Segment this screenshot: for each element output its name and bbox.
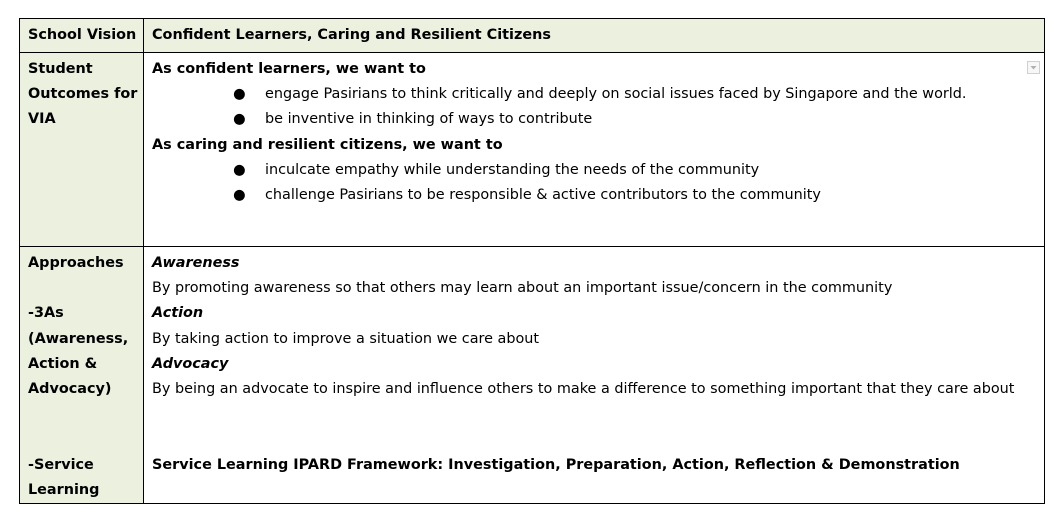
school-vision-label: School Vision — [28, 27, 137, 43]
content-cell-approaches — [144, 247, 1045, 504]
list-item — [152, 107, 1040, 132]
label-cell-school-vision — [20, 19, 144, 53]
bullet-icon: ● — [233, 161, 246, 178]
bullet-icon: ● — [233, 111, 246, 128]
label-line: -3As — [28, 305, 64, 322]
label-line: VIA — [28, 111, 56, 128]
approach-text: By taking action to improve a situation we care about — [152, 330, 540, 347]
blank-line — [28, 402, 139, 452]
list-item — [152, 82, 1040, 107]
blank-line — [28, 276, 139, 301]
bullet-text: challenge Pasirians to be responsible & active contributors to the community — [265, 187, 821, 204]
outcome-bullet-list — [152, 158, 1040, 208]
label-line: Learning — [28, 481, 100, 498]
student-outcomes-content — [144, 53, 1044, 208]
chevron-down-icon — [1028, 62, 1039, 73]
bullet-icon: ● — [233, 187, 246, 204]
label-line: Action & — [28, 355, 98, 372]
approaches-label — [20, 247, 143, 503]
approach-heading: Advocacy — [152, 355, 229, 372]
bullet-text: engage Pasirians to think critically and deeply on social issues faced by Singapore and the world. — [265, 86, 967, 103]
label-line: (Awareness, — [28, 330, 129, 347]
dropdown-button[interactable] — [1027, 61, 1040, 74]
bullet-text: be inventive in thinking of ways to contribute — [265, 111, 593, 128]
list-item — [152, 158, 1040, 183]
approach-text: By being an advocate to inspire and influence others to make a difference to something important that they care about — [152, 381, 1015, 398]
outcome-bullet-list — [152, 82, 1040, 132]
label-line: -Service — [28, 456, 94, 473]
table-row-student-outcomes — [20, 53, 1045, 247]
outcome-heading: As caring and resilient citizens, we want to — [152, 136, 503, 153]
framework-text: Service Learning IPARD Framework: Investigation, Preparation, Action, Reflection & Demonstration — [152, 456, 960, 473]
list-item — [152, 183, 1040, 208]
table-row-approaches — [20, 247, 1045, 504]
outcome-heading: As confident learners, we want to — [152, 61, 426, 77]
label-cell-student-outcomes — [20, 53, 144, 247]
bullet-text: inculcate empathy while understanding the needs of the community — [265, 161, 760, 178]
content-cell-school-vision — [144, 19, 1045, 53]
label-line: Outcomes for — [28, 86, 138, 103]
label-line: Approaches — [28, 255, 124, 271]
approach-heading: Awareness — [152, 255, 240, 271]
approach-heading: Action — [152, 305, 204, 322]
via-overview-table — [19, 18, 1045, 504]
student-outcomes-label — [20, 53, 143, 133]
bullet-icon: ● — [233, 86, 246, 103]
label-line: Student — [28, 61, 93, 77]
label-cell-approaches — [20, 247, 144, 504]
table-row-school-vision — [20, 19, 1045, 53]
school-vision-text: Confident Learners, Caring and Resilient Citizens — [152, 27, 551, 43]
approach-text: By promoting awareness so that others may learn about an important issue/concern in the community — [152, 280, 893, 297]
approaches-content — [144, 247, 1044, 478]
label-line: Advocacy) — [28, 381, 112, 397]
content-cell-student-outcomes — [144, 53, 1045, 247]
blank-line — [152, 402, 1040, 452]
